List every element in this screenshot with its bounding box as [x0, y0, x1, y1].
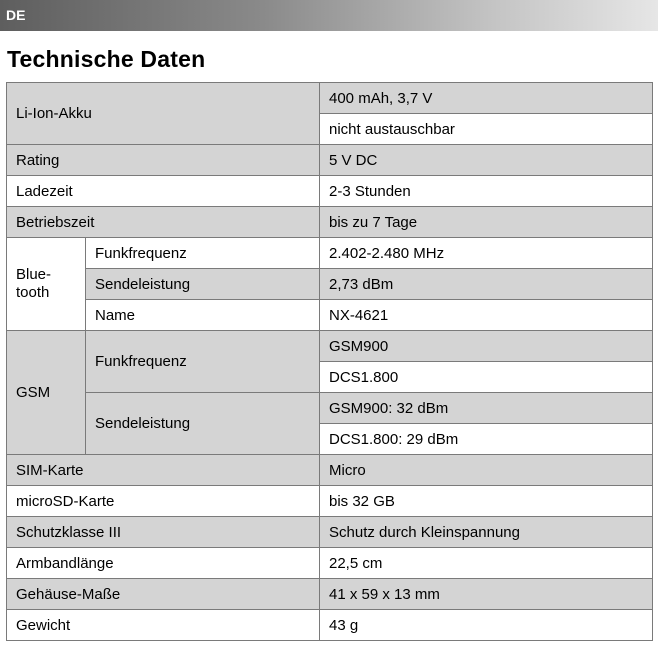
bluetooth-label-line-1: Blue- [16, 266, 52, 283]
spec-value-akku-replaceable: nicht austauschbar [320, 114, 653, 145]
spec-group-gsm: GSM [7, 331, 86, 455]
table-row [7, 145, 653, 176]
spec-value-gewicht: 43 g [320, 610, 653, 641]
spec-label-bt-funkfrequenz: Funkfrequenz [86, 238, 320, 269]
spec-value-gehaeuse: 41 x 59 x 13 mm [320, 579, 653, 610]
table-row [7, 300, 653, 331]
table-row [7, 269, 653, 300]
table-row [7, 83, 653, 114]
spec-label-gehaeuse: Gehäuse-Maße [7, 579, 320, 610]
spec-label-gsm-funkfrequenz: Funkfrequenz [86, 331, 320, 393]
page-title: Technische Daten [7, 46, 206, 72]
spec-label-gewicht: Gewicht [7, 610, 320, 641]
table-row [7, 238, 653, 269]
table-row [7, 207, 653, 238]
spec-label-akku: Li-Ion-Akku [7, 83, 320, 145]
spec-value-sim: Micro [320, 455, 653, 486]
spec-value-gsm-funkfrequenz-1: GSM900 [320, 331, 653, 362]
spec-label-betriebszeit: Betriebszeit [7, 207, 320, 238]
spec-label-sim: SIM-Karte [7, 455, 320, 486]
spec-value-ladezeit: 2-3 Stunden [320, 176, 653, 207]
table-row [7, 455, 653, 486]
spec-value-betriebszeit: bis zu 7 Tage [320, 207, 653, 238]
spec-value-armband: 22,5 cm [320, 548, 653, 579]
table-row [7, 548, 653, 579]
spec-value-rating: 5 V DC [320, 145, 653, 176]
spec-value-gsm-sendeleistung-1: GSM900: 32 dBm [320, 393, 653, 424]
spec-value-bt-funkfrequenz: 2.402-2.480 MHz [320, 238, 653, 269]
table-row [7, 579, 653, 610]
language-code: DE [6, 7, 26, 23]
spec-label-schutzklasse: Schutzklasse III [7, 517, 320, 548]
bluetooth-label-line-2: tooth [16, 284, 50, 301]
table-row [7, 486, 653, 517]
spec-label-microsd: microSD-Karte [7, 486, 320, 517]
spec-value-bt-sendeleistung: 2,73 dBm [320, 269, 653, 300]
spec-label-ladezeit: Ladezeit [7, 176, 320, 207]
spec-table [6, 82, 653, 641]
spec-label-gsm-sendeleistung: Sendeleistung [86, 393, 320, 455]
table-row [7, 610, 653, 641]
spec-value-microsd: bis 32 GB [320, 486, 653, 517]
spec-label-rating: Rating [7, 145, 320, 176]
spec-value-akku-capacity: 400 mAh, 3,7 V [320, 83, 653, 114]
spec-value-bt-name: NX-4621 [320, 300, 653, 331]
spec-group-bluetooth [7, 238, 86, 331]
table-row [7, 393, 653, 424]
table-row [7, 331, 653, 362]
spec-value-schutzklasse: Schutz durch Kleinspannung [320, 517, 653, 548]
spec-label-bt-name: Name [86, 300, 320, 331]
spec-label-bt-sendeleistung: Sendeleistung [86, 269, 320, 300]
language-header-bar [0, 0, 658, 31]
spec-value-gsm-funkfrequenz-2: DCS1.800 [320, 362, 653, 393]
table-row [7, 517, 653, 548]
spec-label-armband: Armbandlänge [7, 548, 320, 579]
spec-value-gsm-sendeleistung-2: DCS1.800: 29 dBm [320, 424, 653, 455]
table-row [7, 176, 653, 207]
